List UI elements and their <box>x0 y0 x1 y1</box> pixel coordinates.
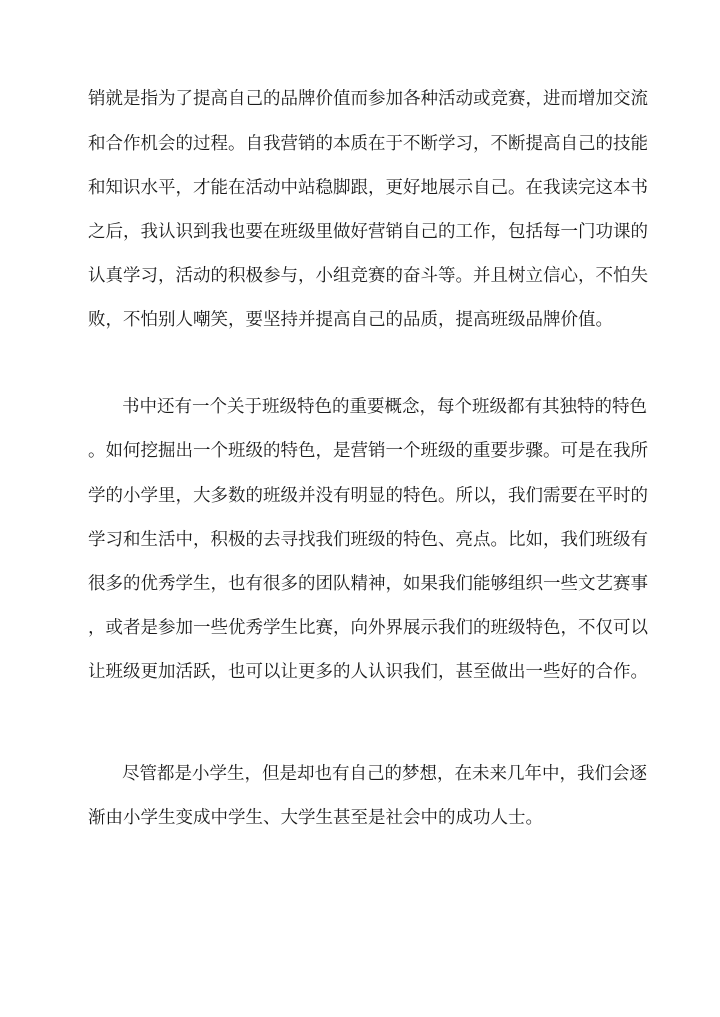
paragraph-1-line-2: 和合作机会的过程。自我营销的本质在于不断学习，不断提高自己的技能 <box>88 134 648 154</box>
paragraph-2-line-2: 。如何挖掘出一个班级的特色，是营销一个班级的重要步骤。可是在我所 <box>88 441 648 461</box>
paragraph-3-line-2: 渐由小学生变成中学生、大学生甚至是社会中的成功人士。 <box>88 808 543 828</box>
paragraph-1-line-5: 认真学习，活动的积极参与，小组竞赛的奋斗等。并且树立信心，不怕失 <box>88 266 648 286</box>
paragraph-1-line-4: 之后，我认识到我也要在班级里做好营销自己的工作，包括每一门功课的 <box>88 222 648 242</box>
paragraph-1-line-3: 和知识水平，才能在活动中站稳脚跟，更好地展示自己。在我读完这本书 <box>88 178 648 198</box>
paragraph-2-line-3: 学的小学里，大多数的班级并没有明显的特色。所以，我们需要在平时的 <box>88 486 648 506</box>
paragraph-2-line-5: 很多的优秀学生，也有很多的团队精神，如果我们能够组织一些文艺赛事 <box>88 574 648 594</box>
paragraph-1-line-1: 销就是指为了提高自己的品牌价值而参加各种活动或竞赛，进而增加交流 <box>88 89 648 109</box>
paragraph-2-line-7: 让班级更加活跃，也可以让更多的人认识我们，甚至做出一些好的合作。 <box>88 662 648 682</box>
paragraph-2-line-4: 学习和生活中，积极的去寻找我们班级的特色、亮点。比如，我们班级有 <box>88 530 648 550</box>
paragraph-1-line-6: 败，不怕别人嘲笑，要坚持并提高自己的品质，提高班级品牌价值。 <box>88 310 613 330</box>
paragraph-3-line-1: 尽管都是小学生，但是却也有自己的梦想，在未来几年中，我们会逐 <box>122 764 647 784</box>
paragraph-2-line-6: ，或者是参加一些优秀学生比赛，向外界展示我们的班级特色，不仅可以 <box>88 618 648 638</box>
paragraph-2-line-1: 书中还有一个关于班级特色的重要概念，每个班级都有其独特的特色 <box>122 397 647 417</box>
